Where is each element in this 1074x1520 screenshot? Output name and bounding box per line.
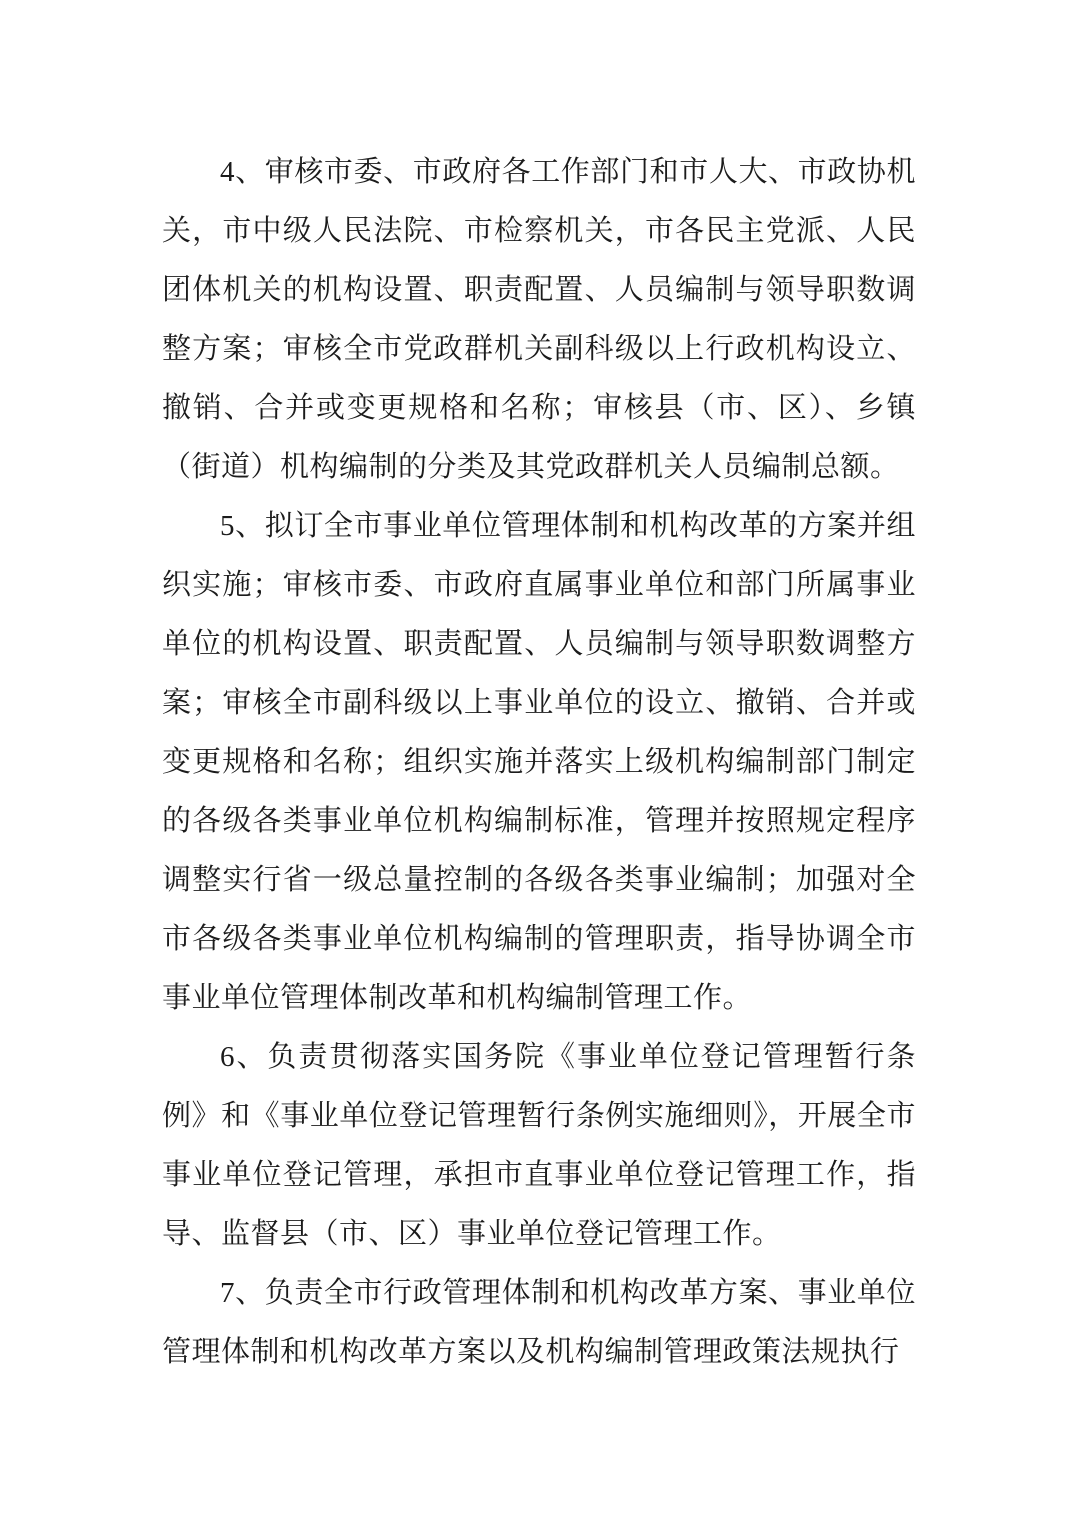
paragraph-item-5: 5、拟订全市事业单位管理体制和机构改革的方案并组织实施；审核市委、市政府直属事业单位和部门所属事业单位的机构设置、职责配置、人员编制与领导职数调整方案；审核全市副科级以上事业单位的设立、撤销、合并或变更规格和名称；组织实施并落实上级机构编制部门制定的各级各类事业单位机构编制标准，管理并按照规定程序调整实行省一级总量控制的各级各类事业编制；加强对全市各级各类事业单位机构编制的管理职责，指导协调全市事业单位管理体制改革和机构编制管理工作。 <box>162 510 916 1014</box>
paragraph-item-6: 6、负责贯彻落实国务院《事业单位登记管理暂行条例》和《事业单位登记管理暂行条例实施细则》，开展全市事业单位登记管理，承担市直事业单位登记管理工作，指导、监督县（市、区）事业单位登记管理工作。 <box>162 1041 916 1250</box>
paragraph-item-4: 4、审核市委、市政府各工作部门和市人大、市政协机关，市中级人民法院、市检察机关，市各民主党派、人民团体机关的机构设置、职责配置、人员编制与领导职数调整方案；审核全市党政群机关副科级以上行政机构设立、撤销、合并或变更规格和名称；审核县（市、区）、乡镇（街道）机构编制的分类及其党政群机关人员编制总额。 <box>162 156 916 483</box>
document-body <box>162 143 916 1382</box>
paragraph-item-7: 7、负责全市行政管理体制和机构改革方案、事业单位管理体制和机构改革方案以及机构编制管理政策法规执行 <box>162 1277 916 1368</box>
